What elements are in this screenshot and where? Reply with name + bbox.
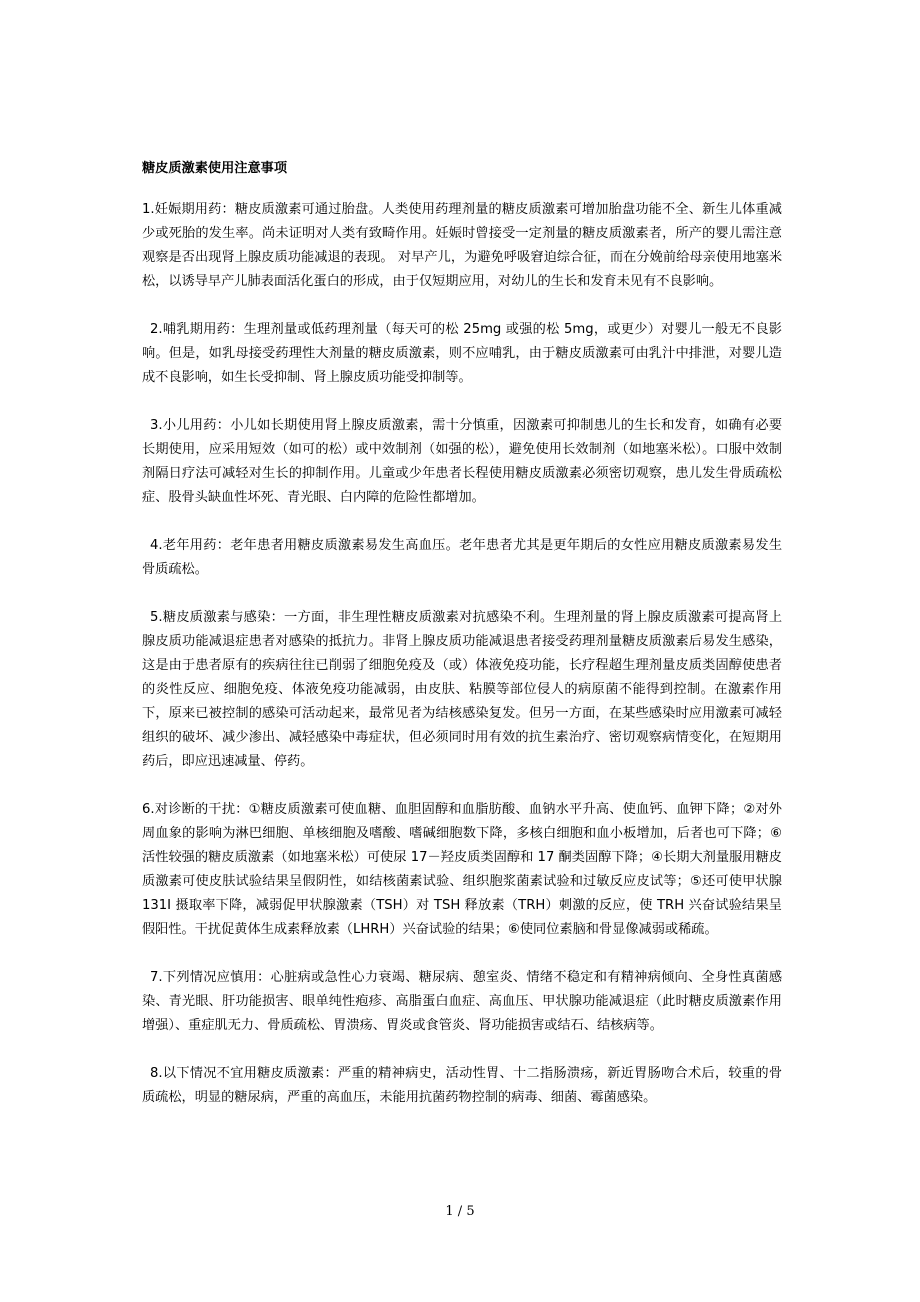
paragraph-pediatric: 3.小儿用药：小儿如长期使用肾上腺皮质激素，需十分慎重，因激素可抑制患儿的生长和发育，如确有必要长期使用，应采用短效（如可的松）或中效制剂（如强的松），避免使用长效制剂（如地塞米松）。口服中效制剂隔日疗法可减轻对生长的抑制作用。儿童或少年患者长程使用糖皮质激素必须密切观察，患儿发生骨质疏松症、股骨头缺血性坏死、青光眼、白内障的危险性都增加。 [142, 418, 782, 505]
page-number: 1 / 5 [445, 1204, 475, 1219]
paragraph-lactation: 2.哺乳期用药：生理剂量或低药理剂量（每天可的松 25mg 或强的松 5mg，或更少）对婴儿一般无不良影响。但是，如乳母接受药理性大剂量的糖皮质激素，则不应哺乳，由于糖皮质激素可由乳汁中排泄，对婴儿造成不良影响，如生长受抑制、肾上腺皮质功能受抑制等。 [142, 322, 782, 385]
paragraph-caution: 7.下列情况应慎用：心脏病或急性心力衰竭、糖尿病、憩室炎、情绪不稳定和有精神病倾向、全身性真菌感染、青光眼、肝功能损害、眼单纯性疱疹、高脂蛋白血症、高血压、甲状腺功能减退症（此时糖皮质激素作用增强）、重症肌无力、骨质疏松、胃溃疡、胃炎或食管炎、肾功能损害或结石、结核病等。 [142, 970, 782, 1033]
document-body [142, 157, 782, 1110]
paragraph-contraindications: 8.以下情况不宜用糖皮质激素：严重的精神病史，活动性胃、十二指肠溃疡，新近胃肠吻合术后，较重的骨质疏松，明显的糖尿病，严重的高血压，未能用抗菌药物控制的病毒、细菌、霉菌感染。 [142, 1066, 782, 1105]
paragraph-diagnosis-interference: 6.对诊断的干扰：①糖皮质激素可使血糖、血胆固醇和血脂肪酸、血钠水平升高、使血钙、血钾下降；②对外周血象的影响为淋巴细胞、单核细胞及嗜酸、嗜碱细胞数下降，多核白细胞和血小板增加，后者也可下降；⑥活性较强的糖皮质激素（如地塞米松）可使尿 17－羟皮质类固醇和 17 酮类固醇下降；④长期大剂量服用糖皮质激素可使皮肤试验结果呈假阴性，如结核菌素试验、组织胞浆菌素试验和过敏反应皮试等；⑤还可使甲状腺 131I 摄取率下降，减弱促甲状腺激素（TSH）对 TSH 释放素（TRH）刺激的反应，使 TRH 兴奋试验结果呈假阳性。干扰促黄体生成素释放素（LHRH）兴奋试验的结果；⑥使同位素脑和骨显像减弱或稀疏。 [142, 802, 782, 937]
paragraph-pregnancy: 1.妊娠期用药：糖皮质激素可通过胎盘。人类使用药理剂量的糖皮质激素可增加胎盘功能不全、新生儿体重减少或死胎的发生率。尚未证明对人类有致畸作用。妊娠时曾接受一定剂量的糖皮质激素者，所产的婴儿需注意观察是否出现肾上腺皮质功能减退的表现。 对早产儿，为避免呼吸窘迫综合征，而在分娩前给母亲使用地塞米松，以诱导早产儿肺表面活化蛋白的形成，由于仅短期应用，对幼儿的生长和发育未见有不良影响。 [142, 202, 782, 289]
paragraph-elderly: 4.老年用药：老年患者用糖皮质激素易发生高血压。老年患者尤其是更年期后的女性应用糖皮质激素易发生骨质疏松。 [142, 538, 782, 577]
document-title: 糖皮质激素使用注意事项 [142, 161, 288, 176]
paragraph-infection: 5.糖皮质激素与感染：一方面，非生理性糖皮质激素对抗感染不利。生理剂量的肾上腺皮质激素可提高肾上腺皮质功能减退症患者对感染的抵抗力。非肾上腺皮质功能减退患者接受药理剂量糖皮质激素后易发生感染，这是由于患者原有的疾病往往已削弱了细胞免疫及（或）体液免疫功能，长疗程超生理剂量皮质类固醇使患者的炎性反应、细胞免疫、体液免疫功能减弱，由皮肤、粘膜等部位侵人的病原菌不能得到控制。在激素作用下，原来已被控制的感染可活动起来，最常见者为结核感染复发。但另一方面，在某些感染时应用激素可减轻组织的破坏、减少渗出、减轻感染中毒症状，但必须同时用有效的抗生素治疗、密切观察病情变化，在短期用药后，即应迅速减量、停药。 [142, 610, 782, 769]
